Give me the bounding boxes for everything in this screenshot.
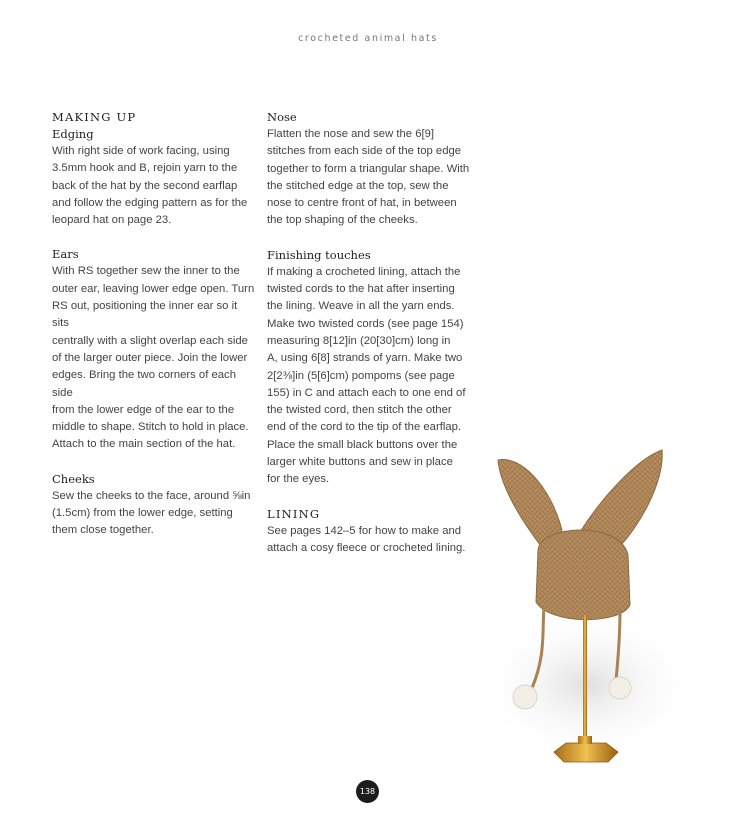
text-line: 2[2⅜]in (5[6]cm) pompoms (see page bbox=[267, 369, 455, 382]
ears-body bbox=[52, 263, 257, 453]
text-line: back of the hat by the second earflap bbox=[52, 179, 238, 192]
text-line: for the eyes. bbox=[267, 473, 330, 486]
finishing-touches-body bbox=[267, 264, 472, 489]
lining-body bbox=[267, 523, 472, 558]
text-line: end of the cord to the tip of the earflap. bbox=[267, 421, 462, 434]
right-pompom bbox=[609, 677, 631, 699]
text-line: attach a cosy fleece or crocheted lining. bbox=[267, 541, 466, 554]
text-line: together to form a triangular shape. With bbox=[267, 162, 470, 175]
nose-heading: Nose bbox=[267, 110, 297, 124]
cheeks-section bbox=[52, 471, 257, 540]
text-line: Attach to the main section of the hat. bbox=[52, 438, 236, 451]
stand-pole bbox=[583, 615, 587, 743]
stand-collar bbox=[578, 736, 592, 744]
left-pompom bbox=[513, 685, 537, 709]
text-line: See pages 142–5 for how to make and bbox=[267, 524, 462, 537]
left-column bbox=[52, 109, 257, 557]
text-line: Place the small black buttons over the bbox=[267, 438, 458, 451]
lining-section bbox=[267, 506, 472, 558]
running-header: crocheted animal hats bbox=[298, 33, 438, 44]
text-line: With right side of work facing, using bbox=[52, 145, 230, 157]
text-line: 3.5mm hook and B, rejoin yarn to the bbox=[52, 162, 238, 175]
text-line: edges. Bring the two corners of each side bbox=[52, 369, 236, 399]
text-line: middle to shape. Stitch to hold in place. bbox=[52, 421, 249, 434]
text-line: nose to centre front of hat, in between bbox=[267, 197, 457, 210]
nose-body bbox=[267, 126, 472, 230]
lining-heading: LINING bbox=[267, 506, 321, 521]
hat-body bbox=[536, 530, 630, 620]
text-line: RS out, positioning the inner ear so it sits bbox=[52, 300, 238, 330]
text-line: the top shaping of the cheeks. bbox=[267, 214, 418, 227]
text-line: With RS together sew the inner to the bbox=[52, 265, 240, 278]
nose-section bbox=[267, 109, 472, 230]
edging-body bbox=[52, 143, 257, 229]
text-line: them close together. bbox=[52, 524, 154, 537]
text-line: 155) in C and attach each to one end of bbox=[267, 386, 466, 399]
text-line: larger white buttons and sew in place bbox=[267, 456, 453, 469]
edging-heading: Edging bbox=[52, 127, 94, 141]
text-line: centrally with a slight overlap each side bbox=[52, 334, 248, 347]
text-line: Flatten the nose and sew the 6[9] bbox=[267, 128, 435, 140]
edging-section bbox=[52, 126, 257, 229]
crocheted-bunny-hat-on-stand-photo bbox=[470, 430, 720, 770]
text-line: twisted cords to the hat after inserting bbox=[267, 283, 455, 296]
text-line: the stitched edge at the top, sew the bbox=[267, 179, 449, 192]
text-line: stitches from each side of the top edge bbox=[267, 145, 462, 158]
page-number: 138 bbox=[356, 780, 379, 803]
text-line: the lining. Weave in all the yarn ends. bbox=[267, 300, 455, 313]
text-line: leopard hat on page 23. bbox=[52, 214, 172, 227]
text-line: Make two twisted cords (see page 154) bbox=[267, 317, 464, 330]
text-line: A, using 6[8] strands of yarn. Make two bbox=[267, 352, 463, 365]
ears-heading: Ears bbox=[52, 247, 79, 262]
finishing-touches-heading: Finishing touches bbox=[267, 247, 371, 262]
cheeks-body bbox=[52, 488, 257, 540]
right-column bbox=[267, 109, 472, 574]
text-line: measuring 8[12]in (20[30]cm) long in bbox=[267, 334, 451, 347]
text-line: (1.5cm) from the lower edge, setting bbox=[52, 507, 233, 520]
stand-base bbox=[554, 743, 618, 762]
finishing-touches-section bbox=[267, 247, 472, 489]
text-line: the twisted cord, then stitch the other bbox=[267, 404, 452, 417]
text-line: and follow the edging pattern as for the bbox=[52, 196, 248, 209]
making-up-heading: MAKING UP bbox=[52, 110, 137, 124]
text-line: outer ear, leaving lower edge open. Turn bbox=[52, 282, 255, 295]
ears-section bbox=[52, 246, 257, 453]
text-line: Sew the cheeks to the face, around ⅝in bbox=[52, 489, 251, 502]
text-line: If making a crocheted lining, attach the bbox=[267, 265, 461, 278]
cheeks-heading: Cheeks bbox=[52, 471, 95, 486]
text-line: of the larger outer piece. Join the lower bbox=[52, 351, 248, 364]
text-line: from the lower edge of the ear to the bbox=[52, 403, 235, 416]
